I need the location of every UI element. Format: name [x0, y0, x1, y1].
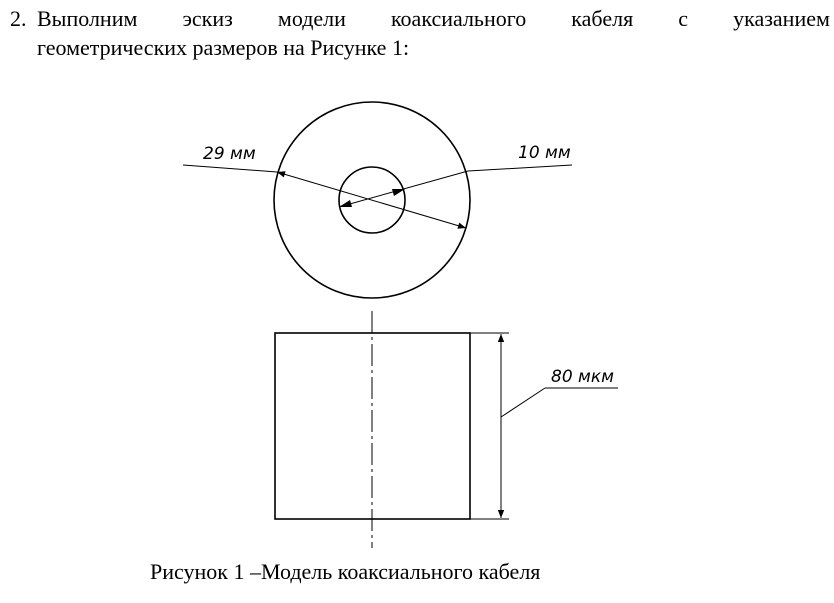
paragraph-word: с — [678, 6, 689, 31]
figure-caption: Рисунок 1 –Модель коаксиального кабеля — [150, 559, 541, 584]
inner-diameter-leader — [468, 165, 572, 171]
outer-diameter-leader — [183, 165, 277, 172]
length-label: 80 мкм — [551, 367, 614, 387]
inner-arrow-right — [392, 189, 405, 196]
inner-arrow-left — [339, 200, 352, 207]
paragraph-word: 2. Выполним — [10, 6, 138, 31]
paragraph-word: модели — [277, 6, 346, 31]
length-leader — [501, 388, 545, 417]
paragraph-word: эскиз — [182, 6, 233, 31]
paragraph-word: коаксиального — [390, 6, 527, 31]
paragraph-word: указанием — [733, 6, 830, 31]
inner-diameter-label: 10 мм — [518, 143, 571, 163]
list-number: 2. — [10, 6, 27, 31]
paragraph-line-2: геометрических размеров на Рисунке 1: — [37, 35, 410, 60]
outer-diameter-label: 29 мм — [203, 144, 256, 164]
outer-diameter-dimension-line — [277, 172, 466, 228]
paragraph-word: кабеля — [571, 6, 634, 31]
